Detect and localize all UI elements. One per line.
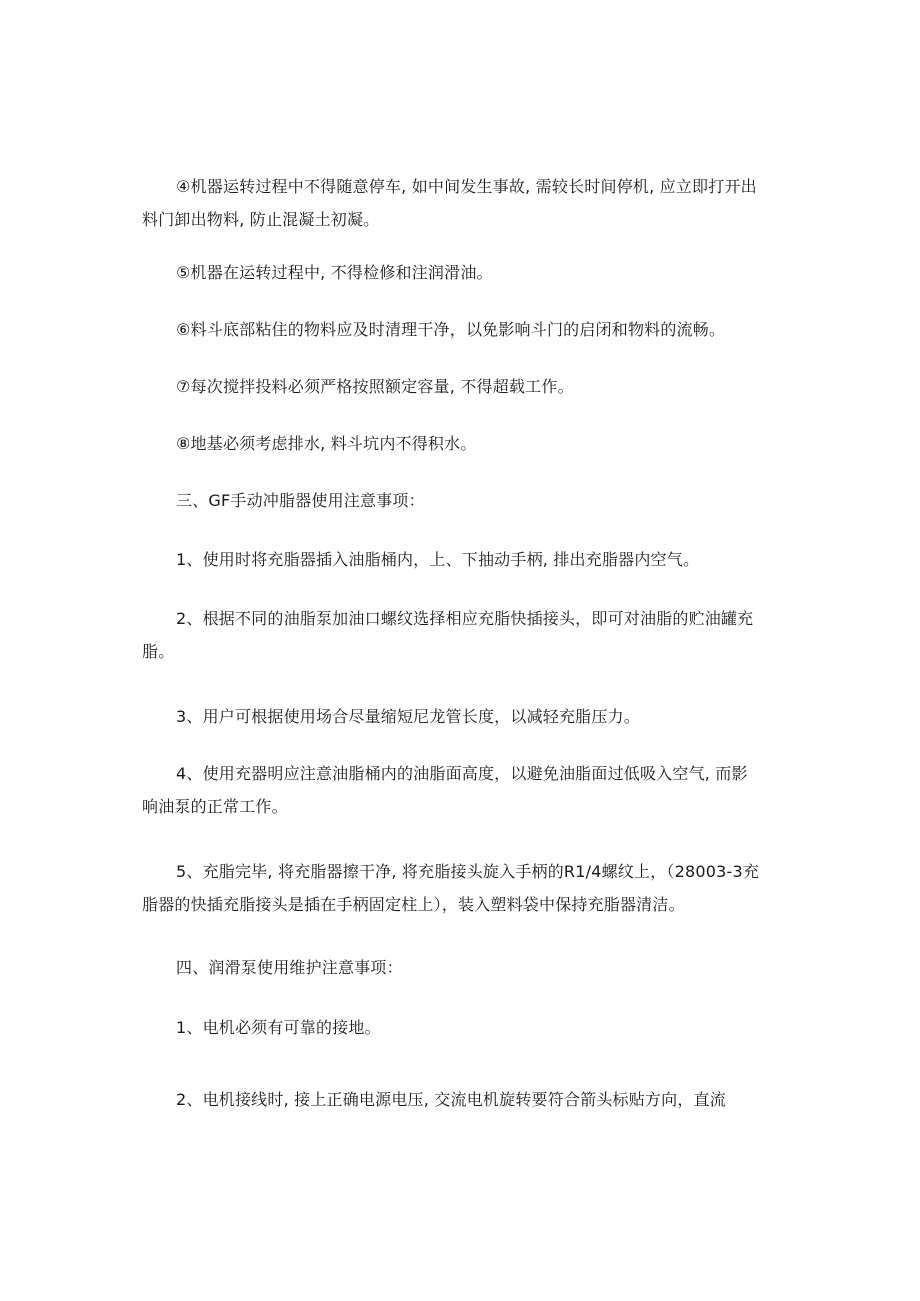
section-heading-3: 三、GF手动冲脂器使用注意事项： [176,491,425,510]
paragraph-3-5: 5、充脂完毕, 将充脂器擦干净, 将充脂接头旋入手柄的R1/4螺纹上，（28003-3充脂器的快插充脂接头是插在手柄固定柱上），装入塑料袋中保持充脂器清洁。 [142,862,760,914]
paragraph-3-4: 4、使用充器明应注意油脂桶内的油脂面高度，以避免油脂面过低吸入空气, 而影响油泵的正常工作。 [142,764,748,816]
paragraph-item-4: ④机器运转过程中不得随意停车, 如中间发生事故, 需较长时间停机, 应立即打开出料门卸出物料, 防止混凝土初凝。 [142,177,757,229]
paragraph-3-3: 3、用户可根据使用场合尽量缩短尼龙管长度，以减轻充脂压力。 [176,707,640,726]
paragraph-4-1: 1、电机必须有可靠的接地。 [176,1018,381,1037]
paragraph-item-7: ⑦每次搅拌投料必须严格按照额定容量, 不得超载工作。 [176,377,574,396]
paragraph-item-8: ⑧地基必须考虑排水, 料斗坑内不得积水。 [176,434,477,453]
paragraph-item-5: ⑤机器在运转过程中, 不得检修和注润滑油。 [176,263,493,282]
paragraph-3-2: 2、根据不同的油脂泵加油口螺纹选择相应充脂快插接头，即可对油脂的贮油罐充脂。 [142,609,754,661]
paragraph-4-2: 2、电机接线时, 接上正确电源电压, 交流电机旋转要符合箭头标贴方向，直流 [176,1090,726,1109]
section-heading-4: 四、润滑泵使用维护注意事项： [176,958,403,977]
paragraph-3-1: 1、使用时将充脂器插入油脂桶内，上、下抽动手柄, 排出充脂器内空气。 [176,550,700,569]
paragraph-item-6: ⑥料斗底部粘住的物料应及时清理干净，以免影响斗门的启闭和物料的流畅。 [176,320,726,339]
